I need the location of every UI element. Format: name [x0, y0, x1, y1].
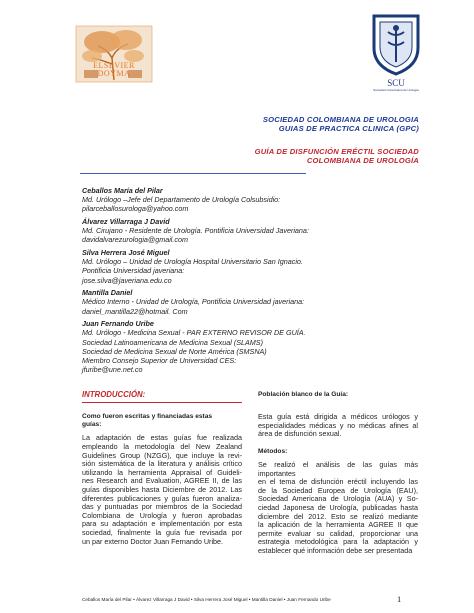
paragraph-line: establecer qué información debe ser presentada [258, 545, 413, 555]
paragraph-line: Esta guía está dirigida a médicos urólogos y [258, 412, 418, 421]
paragraph-line: permite evaluar su calidad, proporcionar una [258, 528, 418, 538]
author-email[interactable]: pilarceballosurologa@yahoo.com [82, 204, 189, 214]
paragraph-line: en el tema de disfunción eréctil incluyendo las [258, 477, 418, 487]
author-entry [82, 288, 382, 316]
methods-paragraph [258, 461, 418, 556]
author-affiliation: Md. Urólogo - Medicina Sexual - PAR EXTERNO REVISOR DE GUÍA. [82, 328, 306, 338]
paragraph-line: sociedad, finalmente la guía fue revisada por [82, 527, 242, 537]
scu-logo-text: SCU [387, 78, 405, 88]
author-affiliation: Sociedad Latinoamericana de Medicina Sexual (SLAMS) [82, 337, 263, 347]
author-affiliation: Md. Cirujano - Residente de Urología. Pontificia Universidad Javeriana: [82, 226, 309, 236]
paragraph-line: das y puntuadas por miembros de la Sociedad [82, 502, 242, 512]
paragraph-line: especialidades médicas y no médicas afines al [258, 420, 418, 430]
paragraph-line: estrategia metodológica para la adaptación y [258, 537, 418, 547]
paragraph-line: de la Sociedad Europea de Urología (EAU), [258, 485, 418, 495]
author-affiliation: Pontificia Universidad javeriana: [82, 266, 185, 276]
author-email[interactable]: davidalvarezurologia@gmail.com [82, 235, 188, 245]
paragraph-line: empleando la metodología del New Zealand [82, 442, 242, 451]
author-affiliation: Miembro Consejo Superior de Universidad CES: [82, 356, 237, 366]
right-column [258, 390, 418, 556]
page-number: 1 [397, 594, 402, 604]
introduction-heading: INTRODUCCIÓN: [82, 390, 146, 399]
document-title-line-1: GUÍA DE DISFUNCIÓN ERÉCTIL SOCIEDAD [254, 147, 419, 156]
author-name: Silva Herrera José Miguel [82, 248, 170, 257]
author-email[interactable]: jfuribe@une.net.co [82, 365, 143, 375]
paragraph-line: sión sistemática de la literatura y análisis crítico [82, 459, 242, 469]
how-written-subheading: Como fueron escritas y financiadas estas guías: [82, 413, 213, 429]
scu-logo-subtitle: Sociedad Colombiana de Urología [373, 88, 419, 92]
paragraph-line: nes Research and Evaluation, AGREE II, de las [82, 476, 242, 486]
author-entry [82, 217, 382, 245]
doyma-logo-text: DOYMA [97, 69, 131, 78]
paragraph-line: un par externo Doctor Juan Fernando Uribe. [82, 536, 224, 546]
paragraph-line: diciembre del 2012. Esto se realizó mediante [258, 511, 418, 521]
author-affiliation: Md. Urólogo – Unidad de Urología Hospital Universitario San Ignacio. [82, 257, 303, 267]
target-population-subheading: Población blanco de la Guía: [258, 391, 349, 398]
society-name: SOCIEDAD COLOMBIANA DE UROLOGIA [262, 115, 419, 124]
author-email[interactable]: jose.silva@javeriana.edu.co [82, 275, 172, 285]
author-entry [82, 186, 382, 214]
author-name: Álvarez Villarraga J David [82, 217, 170, 226]
paragraph-line: guías disponibles hasta Diciembre de 2012. Las [82, 484, 242, 494]
left-column [82, 390, 242, 546]
paragraph-line: Colombiana de Urología y fueron aprobadas [82, 510, 242, 520]
author-name: Ceballos María del Pilar [82, 186, 163, 195]
paragraph-line: utilizando la herramienta Appraisal of Guideli- [82, 467, 242, 477]
paragraph-line: diferentes publicaciones y guías fueron analiza- [82, 493, 242, 503]
author-list [82, 186, 382, 378]
author-email[interactable]: daniel_mantilla22@hotmail. Com [82, 306, 188, 316]
paragraph-line: para su adaptación e implementación por esta [82, 519, 242, 529]
elsevier-logo-text: ELSEVIER [93, 61, 135, 70]
paragraph-line: ciedad Japonesa de Urología, publicadas hasta [258, 502, 418, 512]
introduction-paragraph [82, 434, 242, 546]
scu-shield-logo-icon [368, 12, 424, 78]
footer-authors: Ceballos María del Pilar • Álvarez Villarraga J David • Silva Herrera José Miguel • Mantilla Daniel • Juan Fernando Uribe [82, 597, 331, 602]
target-population-paragraph [258, 413, 418, 439]
document-title-line-2: COLOMBIANA DE UROLOGÍA [306, 156, 419, 165]
introduction-divider [82, 402, 242, 403]
author-entry [82, 319, 382, 374]
author-affiliation: Md. Urólogo –Jefe del Departamento de Urología Colsubsidio: [82, 195, 281, 205]
author-name: Mantilla Daniel [82, 288, 133, 298]
paragraph-line: la aplicación de la herramienta AGREE II que [258, 520, 418, 530]
guide-series: GUIAS DE PRACTICA CLINICA (GPC) [278, 124, 419, 133]
author-affiliation: Sociedad de Medicina Sexual de Norte América (SMSNA) [82, 346, 267, 356]
paragraph-line: Se realizó el análisis de las guías más importantes [258, 459, 418, 478]
title-divider [80, 173, 306, 174]
paragraph-line: La adaptación de estas guías fue realizada [82, 433, 242, 443]
elsevier-tree-logo-icon [62, 10, 166, 98]
paragraph-line: Guidelines Group (NZGG), que incluye la revi- [82, 450, 242, 460]
author-affiliation: Médico Interno - Unidad de Urología, Pontificia Universidad javeriana: [82, 297, 305, 307]
paragraph-line: Sociedad Americana de Urología (AUA) y So- [258, 494, 418, 504]
paragraph-line: área de disfunción sexual. [258, 429, 342, 439]
methods-subheading: Métodos: [258, 447, 288, 455]
author-entry [82, 248, 382, 285]
author-name: Juan Fernando Uribe [82, 319, 154, 329]
